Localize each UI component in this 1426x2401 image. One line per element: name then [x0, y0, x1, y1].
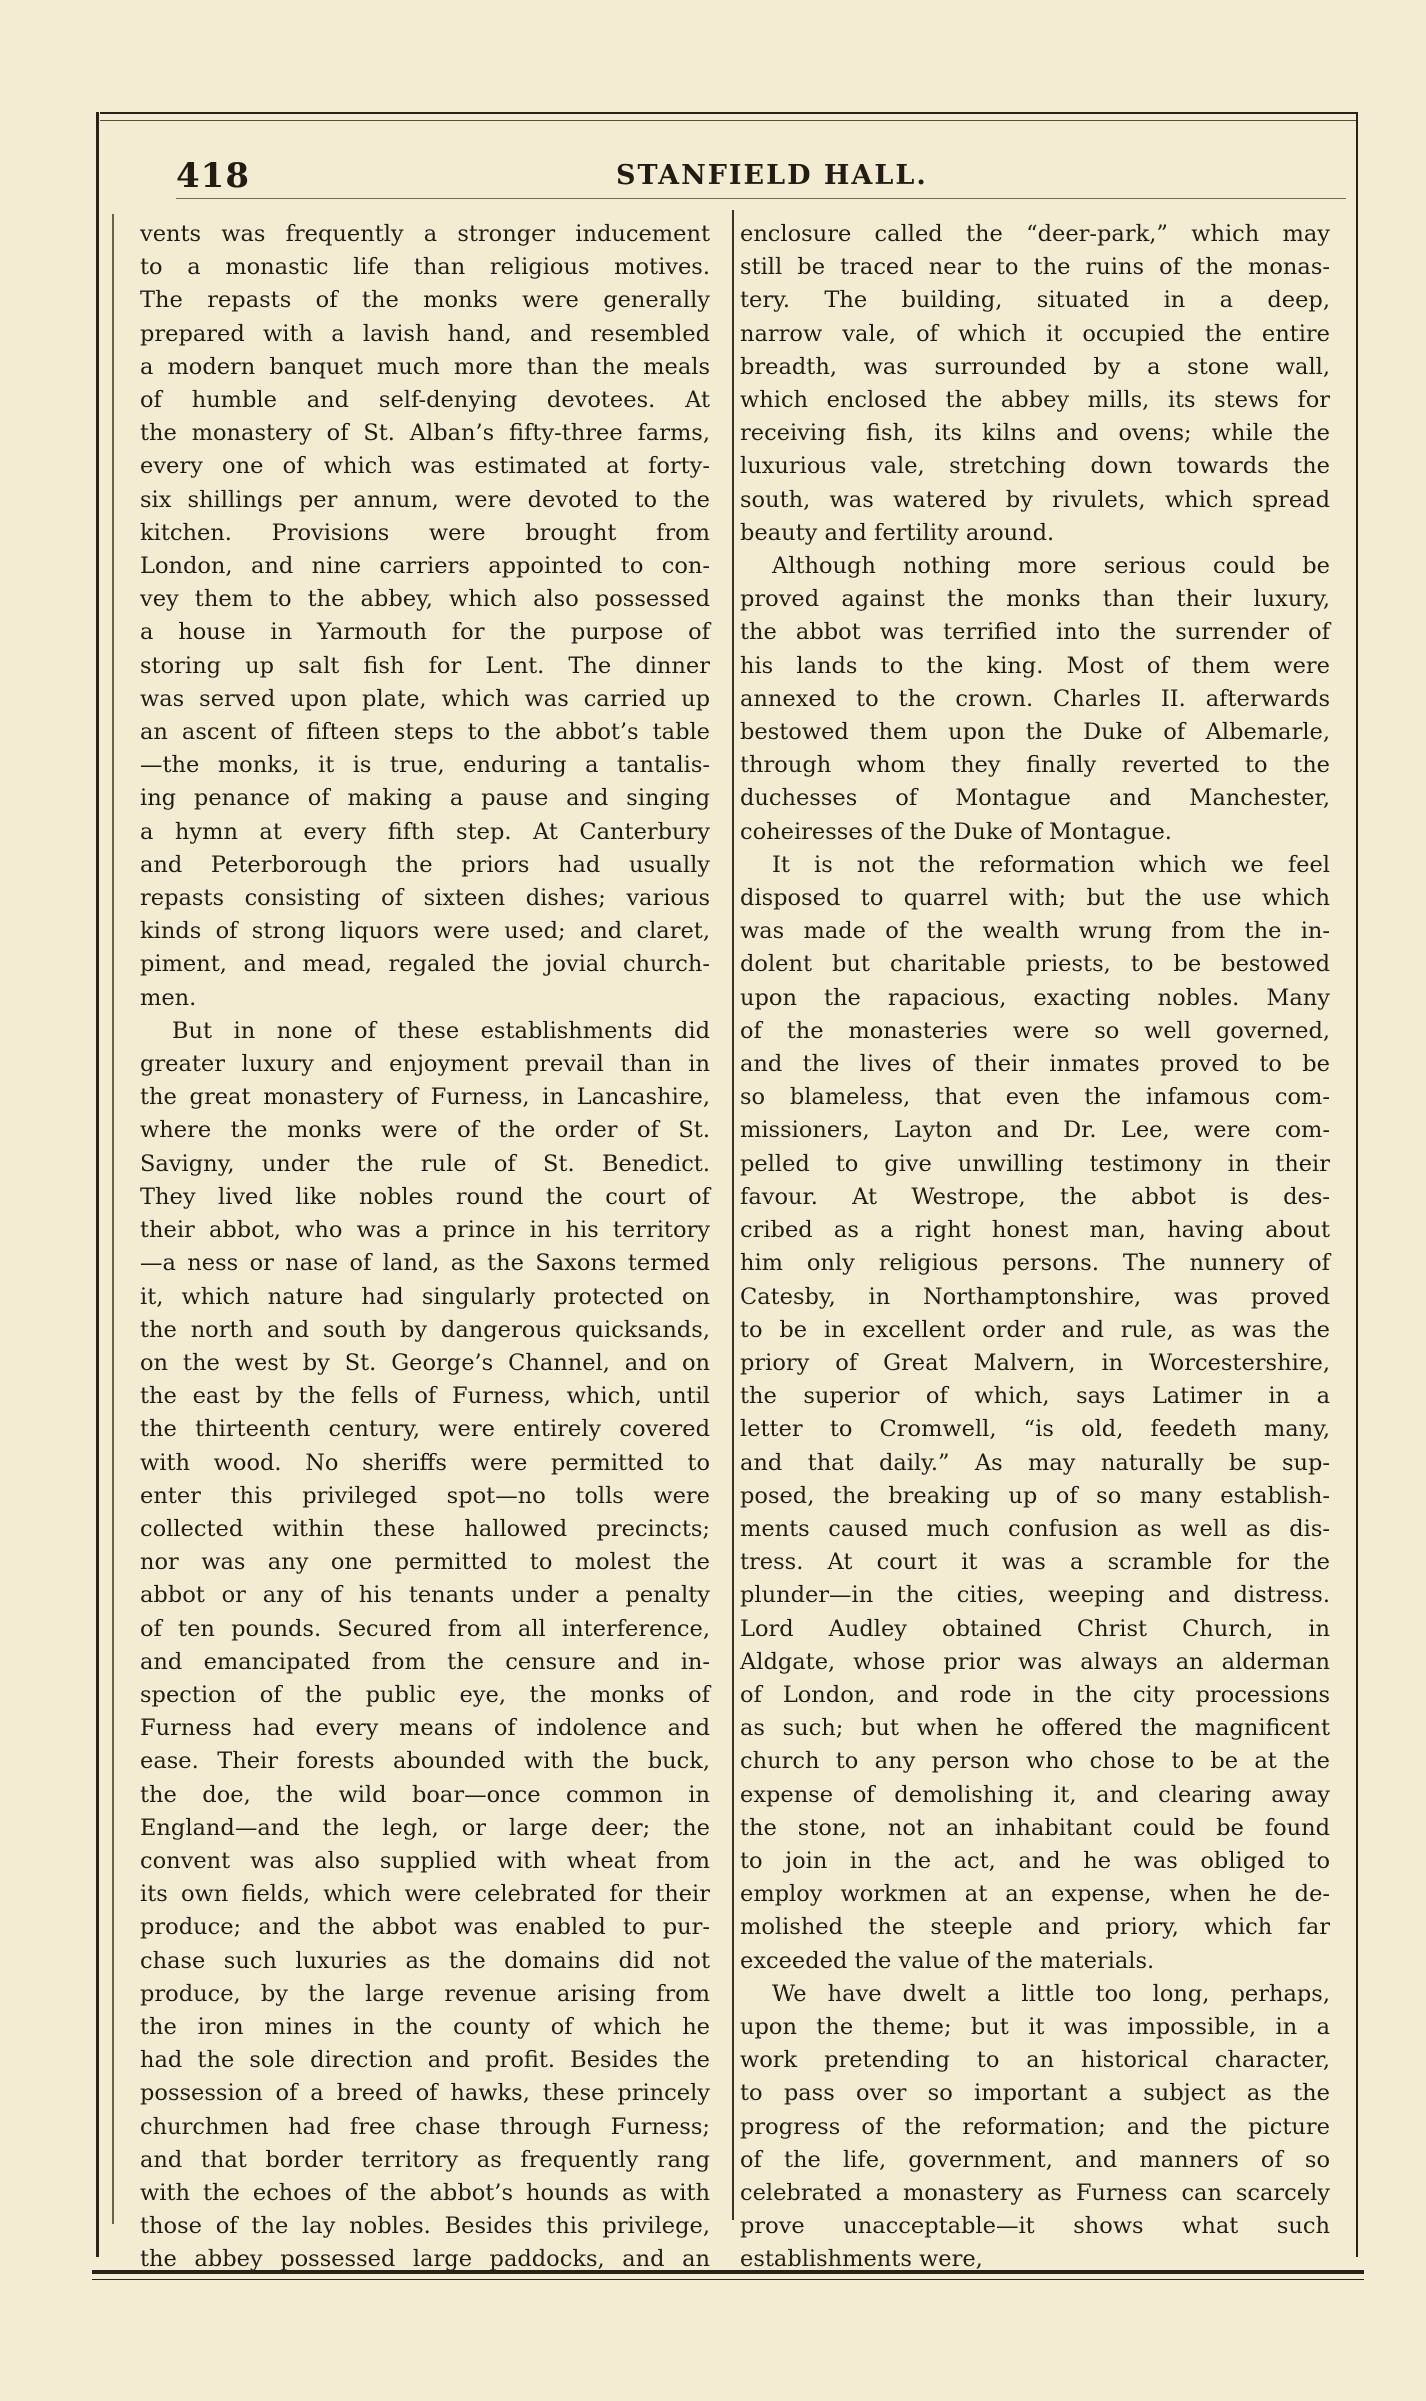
text-line: of London, and rode in the city processions — [740, 1681, 1330, 1708]
right-column — [740, 218, 1330, 2277]
text-line: of ten pounds. Secured from all interference, — [140, 1615, 710, 1642]
text-line: him only religious persons. The nunnery of — [740, 1250, 1330, 1277]
text-line: letter to Cromwell, “is old, feedeth many, — [740, 1416, 1330, 1443]
text-line: piment, and mead, regaled the jovial church- — [140, 951, 710, 978]
text-line: upon the theme; but it was impossible, in a — [740, 2013, 1330, 2040]
text-line: The repasts of the monks were generally — [140, 287, 710, 314]
text-line: proved against the monks than their luxury, — [740, 586, 1330, 613]
text-line: kitchen. Provisions were brought from — [140, 519, 710, 546]
text-line: bestowed them upon the Duke of Albemarle, — [740, 719, 1330, 746]
running-head: STANFIELD HALL. — [616, 160, 928, 191]
text-line: of humble and self-denying devotees. At — [140, 387, 710, 414]
text-line: as such; but when he offered the magnificent — [740, 1715, 1330, 1742]
text-line: to be in excellent order and rule, as was the — [740, 1316, 1330, 1343]
text-line: churchmen had free chase through Furness; — [140, 2113, 710, 2140]
text-line: its own fields, which were celebrated for their — [140, 1881, 710, 1908]
text-line: pelled to give unwilling testimony in their — [740, 1150, 1330, 1177]
text-line: enclosure called the “deer-park,” which may — [740, 221, 1330, 247]
text-line: church to any person who chose to be at the — [740, 1748, 1330, 1775]
text-line: Aldgate, whose prior was always an alderman — [740, 1648, 1330, 1675]
text-line: prepared with a lavish hand, and resembled — [140, 320, 710, 347]
text-line: It is not the reformation which we feel — [772, 851, 1330, 878]
text-line: spection of the public eye, the monks of — [140, 1681, 710, 1708]
text-line: expense of demolishing it, and clearing away — [740, 1781, 1330, 1808]
text-line: work pretending to an historical character, — [740, 2047, 1330, 2074]
bottom-rule — [92, 2270, 1364, 2274]
text-line: every one of which was estimated at forty- — [140, 453, 710, 480]
text-line: and emancipated from the censure and in- — [140, 1648, 710, 1675]
text-line: abbot or any of his tenants under a penalty — [140, 1582, 710, 1609]
text-line: an ascent of fifteen steps to the abbot’s table — [140, 719, 710, 746]
text-line: chase such luxuries as the domains did not — [140, 1947, 710, 1974]
text-line: beauty and fertility around. — [740, 519, 1055, 546]
text-line: Lord Audley obtained Christ Church, in — [740, 1615, 1330, 1642]
text-line: south, was watered by rivulets, which spread — [740, 486, 1330, 513]
text-line: priory of Great Malvern, in Worcestershire, — [740, 1349, 1330, 1376]
text-line: produce; and the abbot was enabled to pur- — [140, 1914, 710, 1941]
text-line: celebrated a monastery as Furness can scarcely — [740, 2179, 1330, 2206]
text-line: the doe, the wild boar—once common in — [140, 1781, 710, 1808]
text-line: receiving fish, its kilns and ovens; while the — [740, 420, 1330, 447]
text-line: ments caused much confusion as well as dis- — [740, 1515, 1330, 1542]
text-line: his lands to the king. Most of them were — [740, 652, 1330, 679]
text-line: a house in Yarmouth for the purpose of — [140, 619, 710, 646]
text-line: ing penance of making a pause and singing — [140, 785, 710, 812]
text-line: England—and the legh, or large deer; the — [140, 1814, 710, 1841]
text-line: employ workmen at an expense, when he de- — [740, 1881, 1330, 1908]
text-line: enter this privileged spot—no tolls were — [140, 1482, 710, 1509]
text-line: it, which nature had singularly protected on — [140, 1283, 710, 1310]
text-line: had the sole direction and profit. Besides the — [140, 2047, 710, 2074]
text-line: to pass over so important a subject as the — [740, 2080, 1330, 2107]
text-line: kinds of strong liquors were used; and claret, — [140, 918, 710, 945]
left-column — [140, 218, 710, 2277]
text-line: London, and nine carriers appointed to con- — [140, 553, 710, 580]
text-line: cribed as a right honest man, having about — [740, 1217, 1330, 1244]
text-line: was made of the wealth wrung from the in- — [740, 918, 1330, 945]
text-line: establishments were, — [740, 2246, 983, 2273]
text-line: a modern banquet much more than the meals — [140, 353, 710, 380]
text-line: greater luxury and enjoyment prevail than in — [140, 1051, 710, 1078]
text-line: the abbey possessed large paddocks, and an — [140, 2246, 710, 2273]
text-line: and that border territory as frequently rang — [140, 2146, 710, 2173]
text-line: molished the steeple and priory, which far — [740, 1914, 1330, 1941]
text-line: was served upon plate, which was carried up — [140, 685, 710, 712]
text-line: posed, the breaking up of so many establish- — [740, 1482, 1330, 1509]
text-line: missioners, Layton and Dr. Lee, were com- — [740, 1117, 1330, 1144]
text-line: plunder—in the cities, weeping and distress. — [740, 1582, 1330, 1609]
text-line: upon the rapacious, exacting nobles. Many — [740, 984, 1330, 1011]
text-line: their abbot, who was a prince in his territory — [140, 1217, 710, 1244]
text-line: the iron mines in the county of which he — [140, 2013, 710, 2040]
text-line: six shillings per annum, were devoted to the — [140, 486, 710, 513]
text-line: those of the lay nobles. Besides this privilege, — [140, 2213, 710, 2240]
text-line: with the echoes of the abbot’s hounds as with — [140, 2179, 710, 2206]
text-line: favour. At Westrope, the abbot is des- — [740, 1183, 1330, 1210]
text-line: exceeded the value of the materials. — [740, 1947, 1155, 1974]
text-line: disposed to quarrel with; but the use which — [740, 885, 1330, 912]
header-rule — [176, 198, 1346, 199]
text-line: the thirteenth century, were entirely covered — [140, 1416, 710, 1443]
text-line: possession of a breed of hawks, these princely — [140, 2080, 710, 2107]
page-number: 418 — [176, 156, 250, 196]
text-line: the north and south by dangerous quicksands, — [140, 1316, 710, 1343]
text-line: and Peterborough the priors had usually — [140, 851, 710, 878]
text-line: with wood. No sheriffs were permitted to — [140, 1449, 710, 1476]
text-line: breadth, was surrounded by a stone wall, — [740, 353, 1330, 380]
text-line: to join in the act, and he was obliged to — [740, 1847, 1330, 1874]
text-line: prove unacceptable—it shows what such — [740, 2213, 1330, 2240]
text-line: which enclosed the abbey mills, its stews for — [740, 387, 1330, 414]
column-divider — [732, 210, 734, 2220]
text-line: of the monasteries were so well governed, — [740, 1017, 1330, 1044]
left-margin-rule — [112, 214, 114, 2224]
text-line: the stone, not an inhabitant could be found — [740, 1814, 1330, 1841]
text-line: annexed to the crown. Charles II. afterwards — [740, 685, 1330, 712]
text-line: vents was frequently a stronger inducement — [140, 221, 710, 247]
text-line: and the lives of their inmates proved to be — [740, 1051, 1330, 1078]
text-line: of the life, government, and manners of so — [740, 2146, 1330, 2173]
text-line: the monastery of St. Alban’s fifty-three farms, — [140, 420, 710, 447]
text-line: They lived like nobles round the court of — [140, 1183, 710, 1210]
text-line: produce, by the large revenue arising from — [140, 1980, 710, 2007]
text-line: the superior of which, says Latimer in a — [740, 1383, 1330, 1410]
text-line: luxurious vale, stretching down towards the — [740, 453, 1330, 480]
text-line: still be traced near to the ruins of the monas- — [740, 254, 1330, 281]
text-line: tery. The building, situated in a deep, — [740, 287, 1330, 314]
text-line: ease. Their forests abounded with the buck, — [140, 1748, 710, 1775]
text-line: Furness had every means of indolence and — [140, 1715, 710, 1742]
text-line: the great monastery of Furness, in Lancashire, — [140, 1084, 710, 1111]
text-line: the east by the fells of Furness, which, until — [140, 1383, 710, 1410]
text-line: Savigny, under the rule of St. Benedict. — [140, 1150, 710, 1177]
text-line: nor was any one permitted to molest the — [140, 1549, 710, 1576]
text-line: storing up salt fish for Lent. The dinner — [140, 652, 710, 679]
text-line: Catesby, in Northamptonshire, was proved — [740, 1283, 1330, 1310]
page-header — [176, 150, 1336, 196]
text-line: repasts consisting of sixteen dishes; various — [140, 885, 710, 912]
text-line: progress of the reformation; and the picture — [740, 2113, 1330, 2140]
text-line: We have dwelt a little too long, perhaps, — [772, 1980, 1330, 2007]
top-rule — [100, 112, 1356, 114]
text-line: collected within these hallowed precincts; — [140, 1515, 710, 1542]
text-line: duchesses of Montague and Manchester, — [740, 785, 1330, 812]
text-line: through whom they finally reverted to the — [740, 752, 1330, 779]
bottom-rule-thin — [92, 2279, 1364, 2280]
text-line: where the monks were of the order of St. — [140, 1117, 710, 1144]
text-line: convent was also supplied with wheat from — [140, 1847, 710, 1874]
text-line: —the monks, it is true, enduring a tantalis- — [140, 752, 710, 779]
text-line: men. — [140, 984, 197, 1011]
text-line: the abbot was terrified into the surrender of — [740, 619, 1330, 646]
text-line: coheiresses of the Duke of Montague. — [740, 818, 1172, 845]
text-line: Although nothing more serious could be — [772, 553, 1330, 580]
text-line: and that daily.” As may naturally be sup- — [740, 1449, 1330, 1476]
text-line: to a monastic life than religious motives. — [140, 254, 710, 281]
text-line: vey them to the abbey, which also possessed — [140, 586, 710, 613]
text-line: But in none of these establishments did — [172, 1017, 710, 1044]
text-line: tress. At court it was a scramble for the — [740, 1549, 1330, 1576]
text-line: so blameless, that even the infamous com- — [740, 1084, 1330, 1111]
text-line: a hymn at every fifth step. At Canterbury — [140, 818, 710, 845]
text-line: —a ness or nase of land, as the Saxons termed — [140, 1250, 710, 1277]
text-line: on the west by St. George’s Channel, and on — [140, 1349, 710, 1376]
top-rule-thin — [100, 120, 1356, 121]
text-line: narrow vale, of which it occupied the entire — [740, 320, 1330, 347]
text-line: dolent but charitable priests, to be bestowed — [740, 951, 1330, 978]
